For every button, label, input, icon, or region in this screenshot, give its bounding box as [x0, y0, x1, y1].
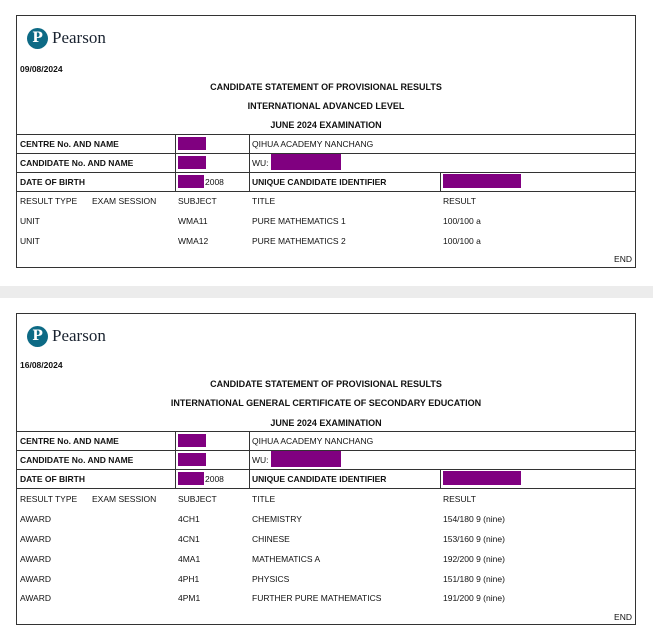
col-exam-session: EXAM SESSION [92, 494, 157, 504]
end-marker: END [614, 612, 632, 622]
statement-card-1 [0, 0, 653, 286]
candidate-label: CANDIDATE No. AND NAME [20, 158, 134, 168]
col-result-type: RESULT TYPE [20, 196, 78, 206]
dob-year: 2008 [205, 177, 224, 187]
redacted-candidate-number [178, 156, 206, 169]
col-result-type: RESULT TYPE [20, 494, 78, 504]
redacted-candidate-name [271, 451, 341, 467]
end-marker: END [614, 254, 632, 264]
statement-document: P Pearson 16/08/2024 CANDIDATE STATEMENT OF PROVISIONAL RESULTS INTERNATIONAL GENERAL CERTIFICATE OF SECONDARY EDUCATION JUNE 2024 EXAMINATION CENTRE No. AND NAME QIHUA ACADEMY NANCHANG CANDIDATE No. AND NAME WU: DATE OF BIRTH 2008 UNIQUE CANDIDATE IDENTIFIER RESULT TYPE EXAM SESSION SUBJECT TITLE RESULT AWARD 4CH1 CHEMISTRY 154/180 9 (nine) AWARD 4CN1 CHINESE 153/160 9 (nine) AWARD 4MA1 MATHEMATICS A 192/200 9 (nine) AWARD 4PH1 PHYSICS 151/180 9 (nine) AWARD 4PM1 FURTHER PURE MATHEMATICS 191/200 9 (nine) END [16, 313, 636, 625]
exam-series: JUNE 2024 EXAMINATION [270, 120, 382, 130]
candidate-label: CANDIDATE No. AND NAME [20, 455, 134, 465]
candidate-name-prefix: WU: [252, 455, 269, 465]
redacted-candidate-number [178, 453, 206, 466]
statement-title: CANDIDATE STATEMENT OF PROVISIONAL RESULTS [210, 379, 442, 389]
col-title: TITLE [252, 196, 276, 206]
pearson-logo-text: Pearson [52, 326, 106, 345]
centre-name: QIHUA ACADEMY NANCHANG [252, 436, 374, 446]
col-result: RESULT [443, 196, 476, 206]
pearson-logo-text: Pearson [52, 28, 106, 47]
col-title: TITLE [252, 494, 276, 504]
redacted-centre-number [178, 434, 206, 447]
col-subject: SUBJECT [178, 196, 217, 206]
statement-document: P Pearson 09/08/2024 CANDIDATE STATEMENT OF PROVISIONAL RESULTS INTERNATIONAL ADVANCED LEVEL JUNE 2024 EXAMINATION CENTRE No. AND NAME QIHUA ACADEMY NANCHANG CANDIDATE No. AND NAME WU: DATE OF BIRTH 2008 UNIQUE CANDIDATE IDENTIFIER RESULT TYPE EXAM SESSION SUBJECT TITLE RESULT UNIT WMA11 PURE MATHEMATICS 1 100/100 a UNIT WMA12 PURE MATHEMATICS 2 100/100 a END [16, 15, 636, 268]
table-divider [17, 469, 635, 470]
table-divider [249, 134, 250, 191]
col-subject: SUBJECT [178, 494, 217, 504]
table-divider [17, 431, 635, 432]
redacted-uci [443, 471, 521, 485]
redacted-birth-date [178, 472, 204, 485]
table-divider [17, 488, 635, 489]
table-divider [17, 134, 635, 135]
dob-label: DATE OF BIRTH [20, 474, 86, 484]
table-divider [17, 172, 635, 173]
uci-label: UNIQUE CANDIDATE IDENTIFIER [252, 177, 387, 187]
statement-date: 16/08/2024 [20, 360, 63, 370]
redacted-candidate-name [271, 154, 341, 170]
col-exam-session: EXAM SESSION [92, 196, 157, 206]
centre-name: QIHUA ACADEMY NANCHANG [252, 139, 374, 149]
candidate-name-prefix: WU: [252, 158, 269, 168]
redacted-birth-date [178, 175, 204, 188]
centre-label: CENTRE No. AND NAME [20, 139, 119, 149]
col-result: RESULT [443, 494, 476, 504]
redacted-uci [443, 174, 521, 188]
pearson-logo-icon: P [27, 28, 48, 49]
statement-card-2 [0, 298, 653, 641]
pearson-logo [27, 26, 106, 50]
dob-year: 2008 [205, 474, 224, 484]
table-divider [175, 431, 176, 488]
dob-label: DATE OF BIRTH [20, 177, 86, 187]
table-divider [175, 134, 176, 191]
centre-label: CENTRE No. AND NAME [20, 436, 119, 446]
table-divider [440, 469, 441, 488]
qualification-title: INTERNATIONAL ADVANCED LEVEL [247, 101, 405, 111]
statement-date: 09/08/2024 [20, 64, 63, 74]
exam-series: JUNE 2024 EXAMINATION [270, 418, 382, 428]
table-divider [249, 431, 250, 488]
qualification-title: INTERNATIONAL GENERAL CERTIFICATE OF SECONDARY EDUCATION [170, 398, 482, 408]
pearson-logo-icon: P [27, 326, 48, 347]
redacted-centre-number [178, 137, 206, 150]
pearson-logo [27, 324, 106, 348]
statement-title: CANDIDATE STATEMENT OF PROVISIONAL RESULTS [210, 82, 442, 92]
table-divider [440, 172, 441, 191]
uci-label: UNIQUE CANDIDATE IDENTIFIER [252, 474, 387, 484]
table-divider [17, 191, 635, 192]
